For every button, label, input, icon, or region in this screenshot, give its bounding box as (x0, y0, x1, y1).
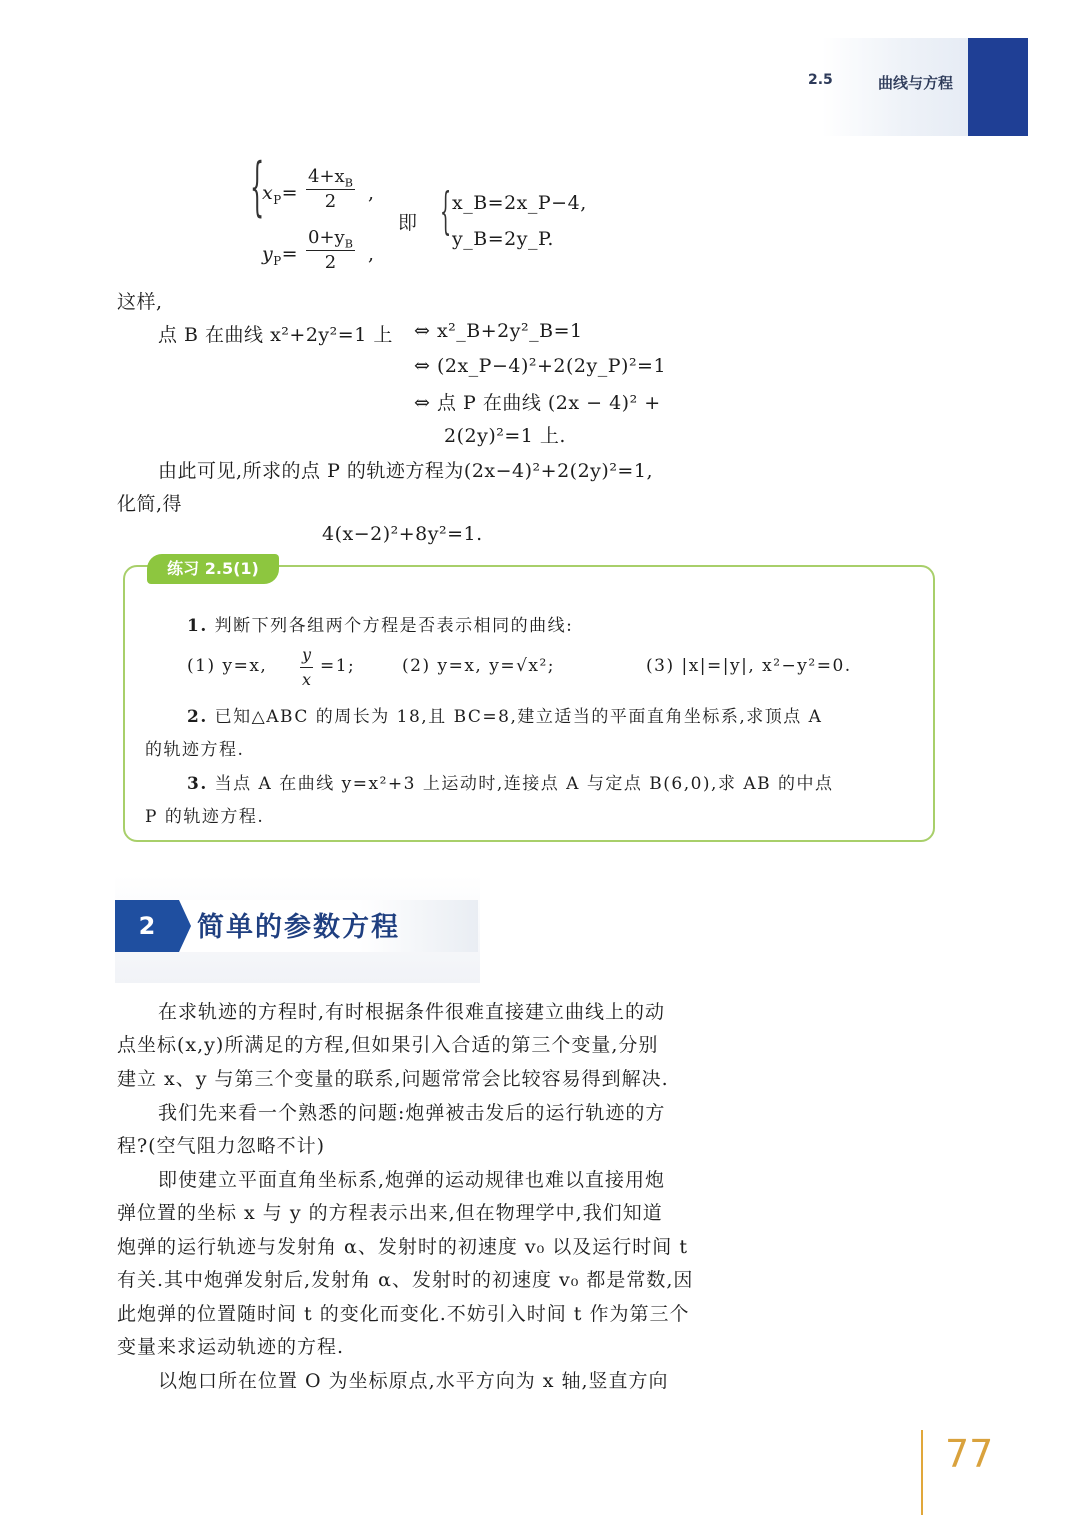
derivation-line1-left: 点 B 在曲线 x²+2y²=1 上 (158, 324, 393, 346)
derivation-line2: ⇔ (2x_P−4)²+2(2y_P)²=1 (414, 355, 667, 377)
derivation-line4: 2(2y)²=1 上. (444, 425, 566, 447)
section-arrow-icon (179, 900, 191, 952)
exercise-q2-line2: 的轨迹方程. (145, 740, 245, 760)
body-line: 以炮口所在位置 O 为坐标原点,水平方向为 x 轴,竖直方向 (158, 1370, 669, 1392)
eq1-lhs: $x_P=$ (262, 182, 299, 207)
body-line: 我们先来看一个熟悉的问题:炮弹被击发后的运行轨迹的方 (158, 1102, 666, 1124)
derivation-line3: ⇔ 点 P 在曲线 (2x − 4)² + (414, 392, 661, 414)
exercise-q1-fraction: $\frac{y}{x}$ (302, 645, 312, 689)
derivation-line1-right: ⇔ x²_B+2y²_B=1 (414, 320, 583, 342)
exercise-tab: 练习 2.5(1) (147, 554, 279, 584)
page-number-rule (921, 1430, 923, 1515)
exercise-q2-line1: 2. 已知△ABC 的周长为 18,且 BC=8,建立适当的平面直角坐标系,求顶点 A (187, 707, 823, 727)
eq1-comma: , (368, 182, 375, 204)
body-line: 炮弹的运行轨迹与发射角 α、发射时的初速度 v₀ 以及运行时间 t (117, 1236, 688, 1258)
exercise-q1-part1: (1) y=x, (187, 656, 268, 676)
body-line: 即使建立平面直角坐标系,炮弹的运动规律也难以直接用炮 (158, 1169, 666, 1191)
eq2-fraction: $\frac{0+y_B}{2}$ (308, 227, 353, 273)
body-line: 弹位置的坐标 x 与 y 的方程表示出来,但在物理学中,我们知道 (117, 1202, 663, 1224)
section-title: 简单的参数方程 (197, 912, 400, 943)
exercise-q1-part1-tail: =1; (320, 656, 356, 676)
body-line: 建立 x、y 与第三个变量的联系,问题常常会比较容易得到解决. (117, 1068, 669, 1090)
connector-word: 即 (398, 212, 418, 234)
body-line: 在求轨迹的方程时,有时根据条件很难直接建立曲线上的动 (158, 1001, 666, 1023)
exercise-q3-line2: P 的轨迹方程. (145, 807, 265, 827)
body-line: 此炮弹的位置随时间 t 的变化而变化.不妨引入时间 t 作为第三个 (117, 1303, 690, 1325)
body-line: 程?(空气阻力忽略不计) (117, 1135, 326, 1157)
left-brace-icon: { (250, 150, 265, 224)
eq1-fraction: $\frac{4+x_B}{2}$ (308, 166, 353, 212)
body-line: 变量来求运动轨迹的方程. (117, 1336, 345, 1358)
header-accent-block (968, 38, 1028, 136)
result-equation: 4(x−2)²+8y²=1. (322, 523, 483, 545)
exercise-q1-part3: (3) |x|=|y|, x²−y²=0. (646, 656, 852, 676)
sys2-line2: y_B=2y_P. (452, 228, 554, 250)
body-line: 点坐标(x,y)所满足的方程,但如果引入合适的第三个变量,分别 (117, 1034, 659, 1056)
exercise-q1-part2: (2) y=x, y=√x²; (402, 656, 556, 676)
page-number: 77 (945, 1432, 994, 1476)
conclusion-line2: 化简,得 (117, 493, 183, 515)
body-line: 有关.其中炮弹发射后,发射角 α、发射时的初速度 v₀ 都是常数,因 (117, 1269, 694, 1291)
sys2-line1: x_B=2x_P−4, (452, 192, 587, 214)
section-number-badge: 2 (115, 900, 179, 952)
header-section-number: 2.5 (808, 72, 833, 88)
conclusion-line1: 由此可见,所求的点 P 的轨迹方程为(2x−4)²+2(2y)²=1, (158, 460, 653, 482)
exercise-q1: 1. 判断下列各组两个方程是否表示相同的曲线: (187, 616, 574, 636)
exercise-q3-line1: 3. 当点 A 在曲线 y=x²+3 上运动时,连接点 A 与定点 B(6,0),求 AB 的中点 (187, 774, 834, 794)
left-brace-icon: { (440, 182, 452, 240)
header-section-title: 曲线与方程 (878, 74, 954, 92)
eq2-lhs: $y_P=$ (262, 243, 299, 268)
derivation-intro: 这样, (117, 291, 163, 313)
eq2-comma: , (368, 243, 375, 265)
